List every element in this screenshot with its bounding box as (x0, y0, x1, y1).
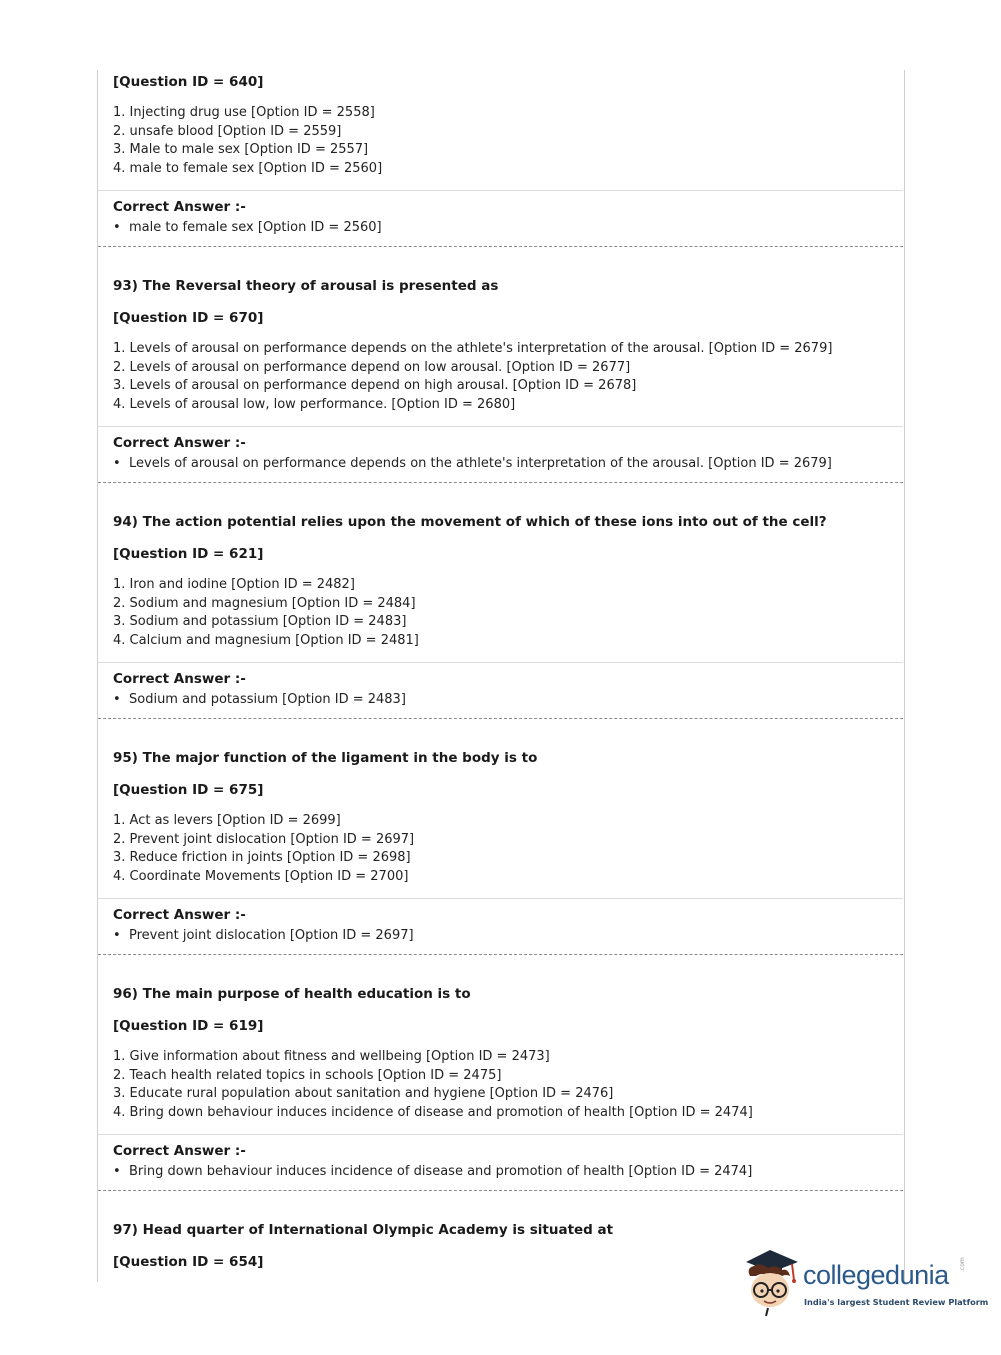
question-title: 93) The Reversal theory of arousal is presented as (113, 278, 499, 294)
question-divider (98, 482, 903, 483)
option-3: 3. Sodium and potassium [Option ID = 2483] (113, 614, 407, 630)
correct-answer-label: Correct Answer :- (113, 907, 246, 923)
logo-tagline: India's largest Student Review Platform (804, 1297, 989, 1307)
correct-answer: • Bring down behaviour induces incidence of disease and promotion of health [Option ID = 2474] (113, 1164, 753, 1179)
options-list (113, 104, 382, 178)
bullet-icon: • (113, 692, 121, 707)
question-id: [Question ID = 654] (113, 1254, 264, 1270)
option-2: 2. Levels of arousal on performance depend on low arousal. [Option ID = 2677] (113, 359, 631, 375)
option-2: 2. Sodium and magnesium [Option ID = 2484] (113, 595, 416, 611)
option-4: 4. Coordinate Movements [Option ID = 2700] (113, 868, 409, 884)
section-divider (98, 190, 903, 191)
logo-suffix: .com (959, 1257, 966, 1272)
bullet-icon: • (113, 1164, 121, 1179)
option-3: 3. Levels of arousal on performance depend on high arousal. [Option ID = 2678] (113, 378, 637, 394)
bullet-icon: • (113, 928, 121, 943)
bullet-icon: • (113, 456, 121, 471)
question-title: 97) Head quarter of International Olympic Academy is situated at (113, 1222, 614, 1238)
question-title: 94) The action potential relies upon the movement of which of these ions into out of the cell? (113, 514, 827, 530)
question-id: [Question ID = 670] (113, 310, 264, 326)
option-1: 1. Give information about fitness and wellbeing [Option ID = 2473] (113, 1049, 550, 1064)
correct-answer: • Levels of arousal on performance depends on the athlete's interpretation of the arousal. [Option ID = 2679] (113, 456, 832, 471)
option-1: 1. Act as levers [Option ID = 2699] (113, 813, 341, 828)
correct-answer-label: Correct Answer :- (113, 435, 246, 451)
question-id: [Question ID = 675] (113, 782, 264, 798)
option-4: 4. Calcium and magnesium [Option ID = 2481] (113, 632, 419, 648)
bullet-icon: • (113, 220, 121, 235)
option-2: 2. Teach health related topics in schools [Option ID = 2475] (113, 1067, 502, 1083)
options-list (113, 812, 414, 886)
option-4: 4. male to female sex [Option ID = 2560] (113, 160, 383, 176)
option-4: 4. Bring down behaviour induces incidence of disease and promotion of health [Option ID = 2474] (113, 1104, 753, 1120)
question-divider (98, 246, 903, 247)
question-id: [Question ID = 640] (113, 74, 264, 90)
correct-answer-label: Correct Answer :- (113, 671, 246, 687)
correct-answer-label: Correct Answer :- (113, 1143, 246, 1159)
section-divider (98, 662, 903, 663)
options-list (113, 576, 419, 650)
options-list (113, 1048, 753, 1122)
option-1: 1. Levels of arousal on performance depends on the athlete's interpretation of the arousal. [Option ID = 2679] (113, 341, 833, 356)
option-1: 1. Iron and iodine [Option ID = 2482] (113, 577, 355, 592)
section-divider (98, 426, 903, 427)
question-title: 96) The main purpose of health education is to (113, 986, 471, 1002)
collegedunia-logo (740, 1246, 989, 1318)
option-2: 2. Prevent joint dislocation [Option ID = 2697] (113, 831, 415, 847)
question-title: 95) The major function of the ligament in the body is to (113, 750, 538, 766)
option-3: 3. Reduce friction in joints [Option ID = 2698] (113, 850, 411, 866)
section-divider (98, 898, 903, 899)
option-4: 4. Levels of arousal low, low performance. [Option ID = 2680] (113, 396, 516, 412)
mascot-icon (740, 1246, 802, 1318)
correct-answer: • Prevent joint dislocation [Option ID = 2697] (113, 928, 414, 943)
option-3: 3. Male to male sex [Option ID = 2557] (113, 142, 369, 158)
option-3: 3. Educate rural population about sanitation and hygiene [Option ID = 2476] (113, 1086, 614, 1102)
section-divider (98, 1134, 903, 1135)
correct-answer: • male to female sex [Option ID = 2560] (113, 220, 382, 235)
question-divider (98, 954, 903, 955)
options-list (113, 340, 832, 414)
correct-answer-label: Correct Answer :- (113, 199, 246, 215)
option-2: 2. unsafe blood [Option ID = 2559] (113, 123, 342, 139)
question-id: [Question ID = 619] (113, 1018, 264, 1034)
logo-wordmark: collegedunia (803, 1260, 949, 1290)
option-1: 1. Injecting drug use [Option ID = 2558] (113, 105, 375, 120)
question-divider (98, 718, 903, 719)
question-id: [Question ID = 621] (113, 546, 264, 562)
question-divider (98, 1190, 903, 1191)
correct-answer: • Sodium and potassium [Option ID = 2483] (113, 692, 406, 707)
